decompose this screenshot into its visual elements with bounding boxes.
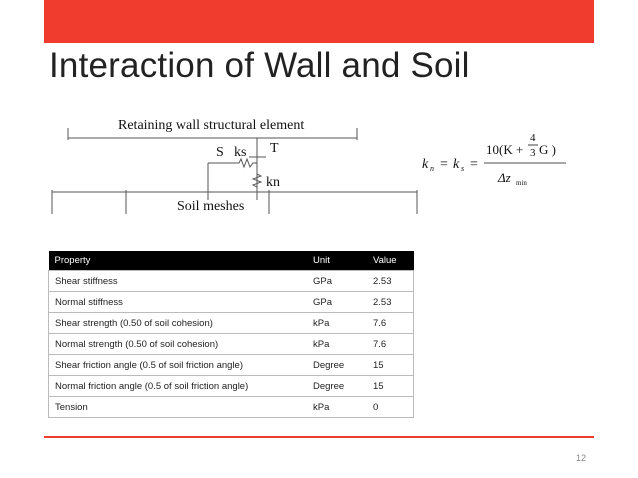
table-row	[49, 376, 414, 397]
normal-spring	[253, 170, 261, 190]
page-number: 12	[576, 453, 587, 463]
formula-frac-den: 3	[530, 147, 536, 159]
header-property: Property	[49, 251, 308, 271]
table-header-row	[49, 251, 414, 271]
cell-unit: kPa	[307, 313, 367, 334]
table-row	[49, 355, 414, 376]
formula-kn: k	[422, 157, 429, 172]
cell-value: 15	[367, 376, 414, 397]
shear-spring	[208, 159, 257, 167]
cell-property: Tension	[49, 397, 308, 418]
formula-numerator: 10(K +	[486, 142, 524, 157]
t-label: T	[270, 141, 279, 156]
cell-value: 2.53	[367, 271, 414, 292]
properties-table	[48, 251, 414, 418]
footer-accent-line	[44, 436, 594, 438]
header-unit: Unit	[307, 251, 367, 271]
stiffness-formula	[420, 128, 570, 190]
slide-title: Interaction of Wall and Soil	[49, 46, 470, 85]
formula-ks: k	[453, 157, 460, 172]
cell-unit: GPa	[307, 292, 367, 313]
diagram-top-label: Retaining wall structural element	[118, 118, 305, 133]
cell-property: Shear strength (0.50 of soil cohesion)	[49, 313, 308, 334]
table-row	[49, 397, 414, 418]
cell-unit: Degree	[307, 376, 367, 397]
cell-value: 15	[367, 355, 414, 376]
formula-eq1: =	[440, 157, 448, 172]
cell-unit: kPa	[307, 334, 367, 355]
table-row	[49, 292, 414, 313]
formula-eq2: =	[470, 157, 478, 172]
ks-label: ks	[234, 145, 247, 160]
cell-property: Shear friction angle (0.5 of soil friction angle)	[49, 355, 308, 376]
cell-value: 7.6	[367, 313, 414, 334]
formula-delta-z: Δz	[498, 170, 511, 185]
table-row	[49, 334, 414, 355]
top-accent-bar	[44, 0, 594, 43]
header-value: Value	[367, 251, 414, 271]
cell-unit: Degree	[307, 355, 367, 376]
cell-property: Normal strength (0.50 of soil cohesion)	[49, 334, 308, 355]
formula-sub-n: n	[430, 164, 434, 173]
cell-property: Normal stiffness	[49, 292, 308, 313]
formula-frac-num: 4	[530, 132, 536, 144]
cell-unit: kPa	[307, 397, 367, 418]
cell-value: 0	[367, 397, 414, 418]
cell-value: 2.53	[367, 292, 414, 313]
cell-property: Normal friction angle (0.5 of soil friction angle)	[49, 376, 308, 397]
formula-sub-s: s	[461, 164, 465, 173]
diagram-bottom-label: Soil meshes	[177, 199, 245, 214]
table-row	[49, 313, 414, 334]
s-label: S	[216, 145, 224, 160]
wall-soil-diagram	[44, 110, 424, 222]
kn-label: kn	[266, 175, 280, 190]
cell-unit: GPa	[307, 271, 367, 292]
cell-value: 7.6	[367, 334, 414, 355]
formula-sub-min: min	[516, 179, 527, 187]
formula-g: G )	[539, 142, 556, 157]
cell-property: Shear stiffness	[49, 271, 308, 292]
table-row	[49, 271, 414, 292]
